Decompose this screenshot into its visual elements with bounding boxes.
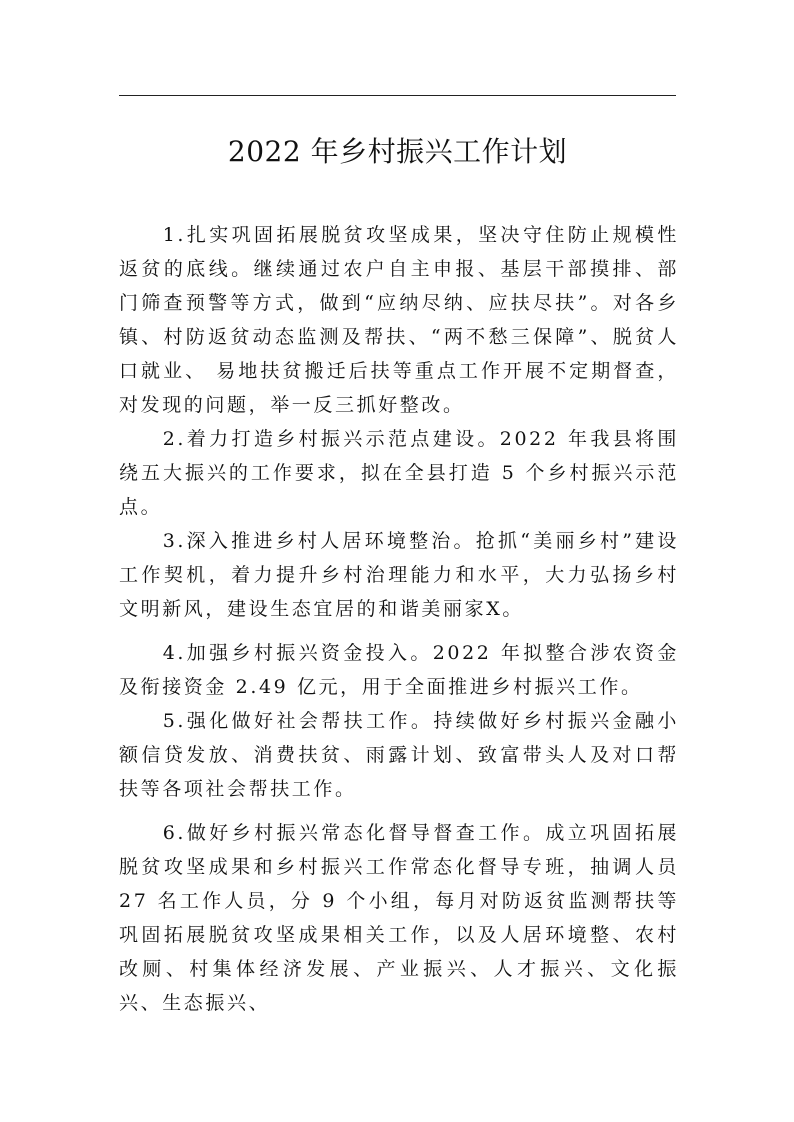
paragraph-1: 1.扎实巩固拓展脱贫攻坚成果，坚决守住防止规模性返贫的底线。继续通过农户自主申报、基层干部摸排、部门筛查预警等方式，做到“应纳尽纳、应扶尽扶”。对各乡镇、村防返贫动态监测及帮扶、“两不愁三保障”、脱贫人口就业、 易地扶贫搬迁后扶等重点工作开展不定期督查，对发现的问题，举一反三抓好整改。: [119, 224, 679, 416]
paragraph-4: 4.加强乡村振兴资金投入。2022 年拟整合涉农资金及衔接资金 2.49 亿元，用于全面推进乡村振兴工作。: [119, 642, 679, 698]
paragraph-6: 6.做好乡村振兴常态化督导督查工作。成立巩固拓展脱贫攻坚成果和乡村振兴工作常态化督导专班，抽调人员 27 名工作人员，分 9 个小组，每月对防返贫监测帮扶等巩固拓展脱贫攻坚成果相关工作，以及人居环境整、农村改厕、村集体经济发展、产业振兴、人才振兴、文化振兴、生态振兴、: [119, 822, 679, 1014]
paragraph-5: 5.强化做好社会帮扶工作。持续做好乡村振兴金融小额信贷发放、消费扶贫、雨露计划、致富带头人及对口帮扶等各项社会帮扶工作。: [119, 710, 679, 800]
header-divider: [119, 95, 676, 96]
paragraph-3: 3.深入推进乡村人居环境整治。抢抓“美丽乡村”建设工作契机，着力提升乡村治理能力和水平，大力弘扬乡村文明新风，建设生态宜居的和谐美丽家X。: [119, 530, 679, 620]
document-body: [119, 218, 679, 1020]
paragraph-2: 2.着力打造乡村振兴示范点建设。2022 年我县将围绕五大振兴的工作要求，拟在全县打造 5 个乡村振兴示范点。: [119, 428, 679, 518]
page-title: 2022 年乡村振兴工作计划: [227, 135, 568, 168]
